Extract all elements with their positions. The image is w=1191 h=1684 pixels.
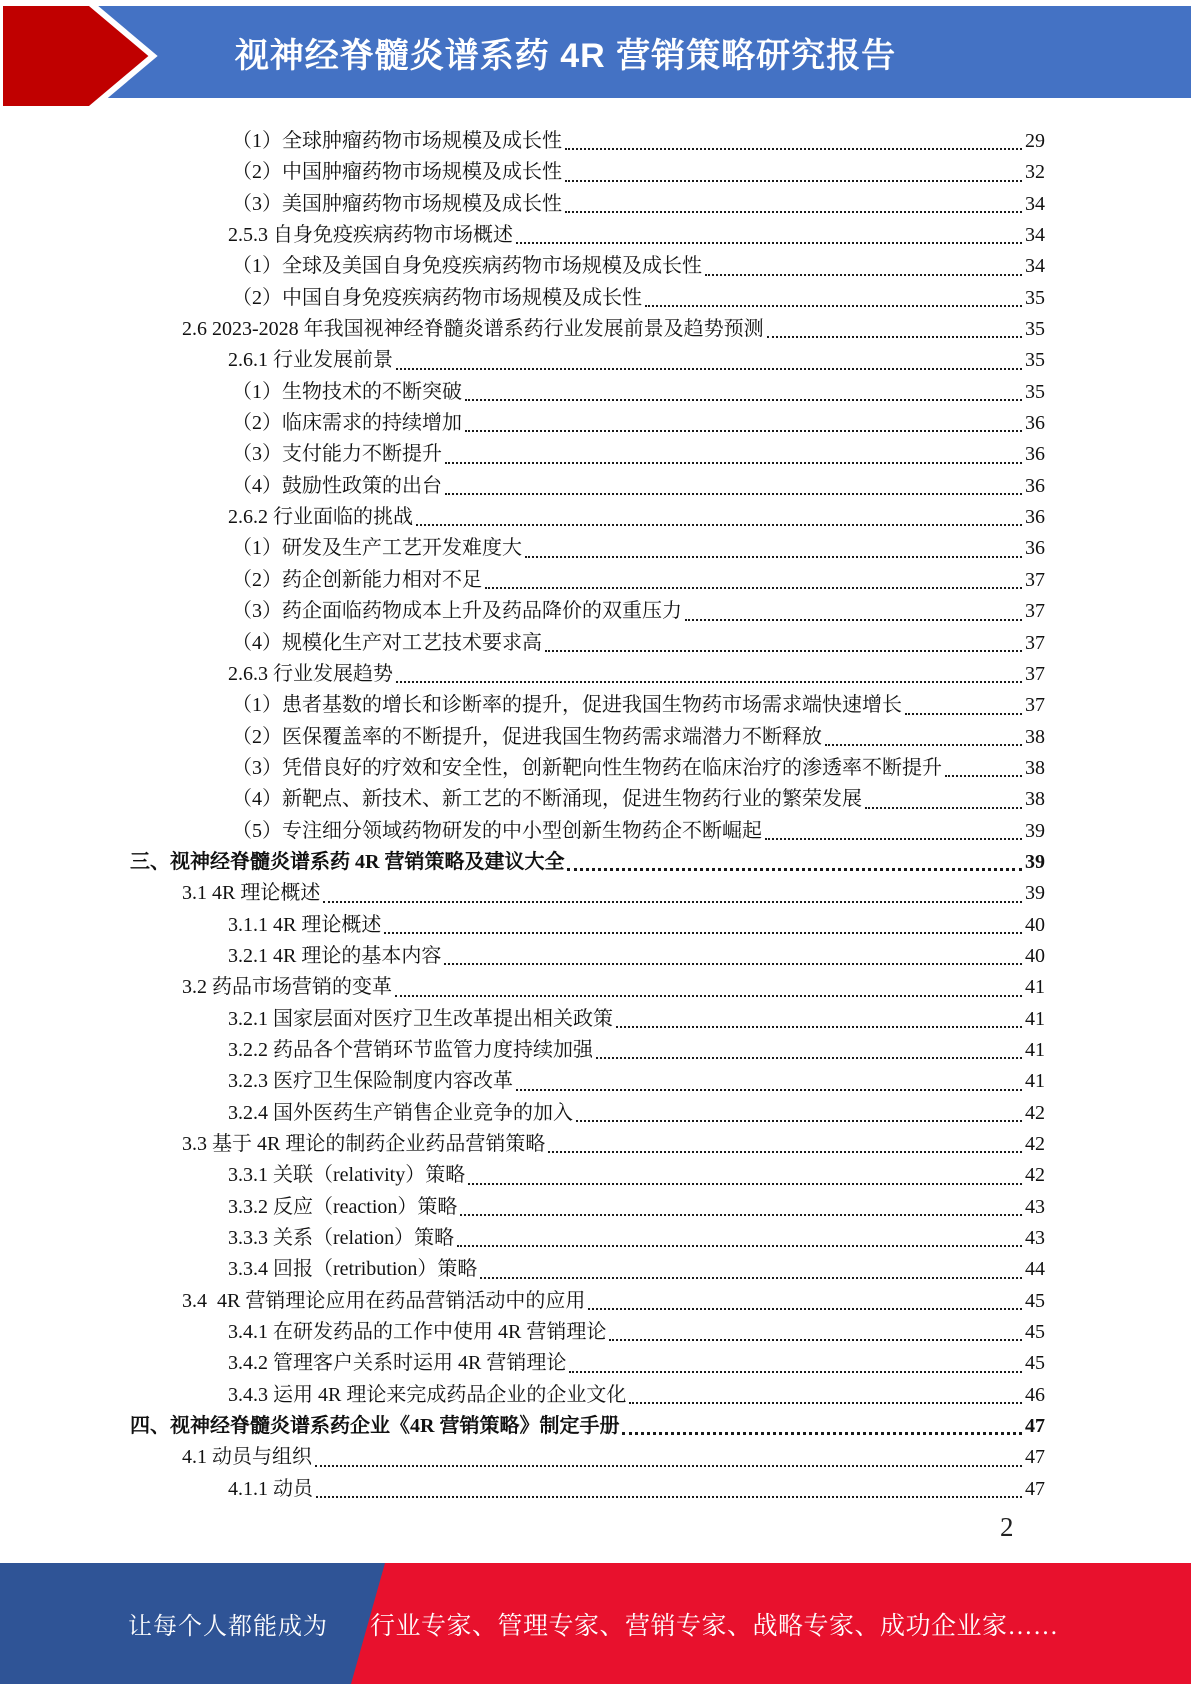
toc-page-number: 41 <box>1025 976 1045 999</box>
toc-entry[interactable] <box>130 377 1045 408</box>
header-banner <box>28 6 1191 98</box>
toc-entry[interactable] <box>130 1317 1045 1348</box>
toc-entry[interactable] <box>130 189 1045 220</box>
toc-entry-label: （2）中国肿瘤药物市场规模及成长性 <box>232 161 562 184</box>
toc-dotted-leader <box>576 1120 1022 1122</box>
toc <box>130 126 1045 1505</box>
toc-page-number: 34 <box>1025 255 1045 278</box>
toc-entry[interactable] <box>130 941 1045 972</box>
toc-entry[interactable] <box>130 1129 1045 1160</box>
footer <box>0 1563 1191 1684</box>
toc-page-number: 40 <box>1025 944 1045 967</box>
toc-entry[interactable] <box>130 722 1045 753</box>
toc-entry[interactable] <box>130 533 1045 564</box>
toc-entry-label: 3.4 4R 营销理论应用在药品营销活动中的应用 <box>182 1289 586 1312</box>
report-title: 视神经脊髓炎谱系药 4R 营销策略研究报告 <box>234 36 897 75</box>
toc-dotted-leader <box>444 963 1022 965</box>
toc-page-number: 46 <box>1025 1383 1045 1406</box>
toc-entry-label: 2.6.1 行业发展前景 <box>228 349 393 372</box>
toc-page-number: 35 <box>1025 380 1045 403</box>
toc-entry-label: 3.2.1 4R 理论的基本内容 <box>228 944 442 967</box>
toc-entry[interactable] <box>130 784 1045 815</box>
toc-page-number: 34 <box>1025 192 1045 215</box>
toc-entry-label: 3.1.1 4R 理论概述 <box>228 913 382 936</box>
toc-entry[interactable] <box>130 816 1045 847</box>
toc-dotted-leader <box>457 1245 1022 1247</box>
toc-dotted-leader <box>825 744 1022 746</box>
toc-page-number: 36 <box>1025 537 1045 560</box>
toc-entry-label: （3）支付能力不断提升 <box>232 443 442 466</box>
toc-page-number: 40 <box>1025 913 1045 936</box>
toc-entry-label: （2）医保覆盖率的不断提升，促进我国生物药需求端潜力不断释放 <box>232 725 822 748</box>
toc-page-number: 42 <box>1025 1133 1045 1155</box>
toc-page-number: 42 <box>1025 1101 1045 1124</box>
toc-page-number: 36 <box>1025 443 1045 466</box>
toc-page-number: 45 <box>1025 1321 1045 1344</box>
toc-entry-label: （1）全球肿瘤药物市场规模及成长性 <box>232 130 562 152</box>
toc-dotted-leader <box>396 368 1022 370</box>
toc-page-number: 37 <box>1025 600 1045 623</box>
toc-page-number: 45 <box>1025 1289 1045 1312</box>
toc-entry-label: （1）生物技术的不断突破 <box>232 380 462 403</box>
toc-dotted-leader <box>548 1151 1022 1153</box>
toc-page-number: 35 <box>1025 286 1045 309</box>
toc-entry-label: 四、视神经脊髓炎谱系药企业《4R 营销策略》制定手册 <box>130 1415 620 1438</box>
toc-entry-label: 4.1 动员与组织 <box>182 1446 312 1469</box>
toc-page-number: 41 <box>1025 1007 1045 1030</box>
toc-entry[interactable] <box>130 753 1045 784</box>
toc-entry[interactable] <box>130 157 1045 188</box>
toc-dotted-leader <box>396 681 1022 683</box>
toc-dotted-leader <box>565 211 1022 213</box>
toc-dotted-leader <box>567 868 1022 871</box>
toc-entry[interactable] <box>130 847 1045 878</box>
toc-page-number: 41 <box>1025 1038 1045 1061</box>
toc-entry-label: 3.3 基于 4R 理论的制药企业药品营销策略 <box>182 1133 546 1155</box>
toc-dotted-leader <box>565 180 1022 182</box>
toc-dotted-leader <box>765 838 1022 840</box>
toc-page-number: 37 <box>1025 568 1045 591</box>
toc-entry-label: （2）中国自身免疫疾病药物市场规模及成长性 <box>232 286 642 309</box>
toc-dotted-leader <box>516 1089 1022 1091</box>
toc-entry[interactable] <box>130 878 1045 909</box>
toc-entry-label: 3.4.3 运用 4R 理论来完成药品企业的企业文化 <box>228 1383 627 1406</box>
toc-dotted-leader <box>485 587 1022 589</box>
toc-dotted-leader <box>465 399 1022 401</box>
toc-dotted-leader <box>316 1496 1022 1498</box>
toc-dotted-leader <box>468 1183 1022 1185</box>
toc-entry[interactable] <box>130 1474 1045 1505</box>
toc-entry-label: （3）凭借良好的疗效和安全性，创新靶向性生物药在临床治疗的渗透率不断提升 <box>232 756 942 779</box>
toc-entry-label: 3.2.4 国外医药生产销售企业竞争的加入 <box>228 1101 573 1124</box>
toc-page-number: 39 <box>1025 850 1045 873</box>
toc-entry[interactable] <box>130 1098 1045 1129</box>
toc-page-number: 39 <box>1025 882 1045 905</box>
toc-entry[interactable] <box>130 1286 1045 1317</box>
toc-dotted-leader <box>705 274 1022 276</box>
toc-entry[interactable] <box>130 1035 1045 1066</box>
toc-entry-label: （1）研发及生产工艺开发难度大 <box>232 537 522 560</box>
toc-page-number: 36 <box>1025 506 1045 529</box>
toc-dotted-leader <box>905 713 1022 715</box>
toc-dotted-leader <box>384 932 1022 934</box>
toc-dotted-leader <box>645 305 1022 307</box>
toc-dotted-leader <box>480 1277 1022 1279</box>
toc-page-number: 29 <box>1025 130 1045 152</box>
toc-dotted-leader <box>622 1432 1022 1435</box>
toc-dotted-leader <box>460 1214 1022 1216</box>
toc-page-number: 47 <box>1025 1415 1045 1438</box>
toc-entry[interactable] <box>130 1442 1045 1473</box>
toc-page-number: 35 <box>1025 349 1045 372</box>
toc-page-number: 45 <box>1025 1352 1045 1375</box>
toc-dotted-leader <box>395 995 1022 997</box>
toc-page-number: 37 <box>1025 694 1045 717</box>
toc-entry[interactable] <box>130 314 1045 345</box>
footer-left-text: 让每个人都能成为 <box>128 1614 328 1640</box>
toc-page-number: 34 <box>1025 224 1045 247</box>
toc-dotted-leader <box>685 619 1022 621</box>
toc-entry[interactable] <box>130 659 1045 690</box>
toc-dotted-leader <box>629 1402 1022 1404</box>
toc-entry[interactable] <box>130 345 1045 376</box>
toc-dotted-leader <box>588 1308 1022 1310</box>
toc-dotted-leader <box>609 1339 1022 1341</box>
toc-entry-label: 3.4.1 在研发药品的工作中使用 4R 营销理论 <box>228 1321 607 1344</box>
toc-dotted-leader <box>445 493 1022 495</box>
toc-entry-label: 4.1.1 动员 <box>228 1477 313 1500</box>
toc-entry-label: （1）患者基数的增长和诊断率的提升，促进我国生物药市场需求端快速增长 <box>232 694 902 717</box>
toc-page-number: 37 <box>1025 631 1045 654</box>
toc-entry-label: 3.2 药品市场营销的变革 <box>182 976 392 999</box>
toc-page-number: 37 <box>1025 662 1045 685</box>
toc-dotted-leader <box>315 1465 1022 1467</box>
toc-entry-label: （2）药企创新能力相对不足 <box>232 568 482 591</box>
page-number: 2 <box>1000 1512 1014 1542</box>
toc-entry-label: 2.5.3 自身免疫疾病药物市场概述 <box>228 224 513 247</box>
toc-entry-label: 三、视神经脊髓炎谱系药 4R 营销策略及建议大全 <box>130 850 565 873</box>
toc-dotted-leader <box>945 775 1022 777</box>
toc-entry[interactable] <box>130 690 1045 721</box>
toc-entry-label: 3.3.2 反应（reaction）策略 <box>228 1195 458 1218</box>
toc-entry-label: （3）药企面临药物成本上升及药品降价的双重压力 <box>232 600 682 623</box>
toc-dotted-leader <box>767 336 1022 338</box>
toc-entry-label: （4）新靶点、新技术、新工艺的不断涌现，促进生物药行业的繁荣发展 <box>232 788 862 811</box>
footer-right-text: 行业专家、管理专家、营销专家、战略专家、成功企业家…… <box>370 1612 1059 1640</box>
toc-entry-label: 3.3.4 回报（retribution）策略 <box>228 1258 478 1281</box>
toc-entry[interactable] <box>130 220 1045 251</box>
toc-page-number: 44 <box>1025 1258 1045 1281</box>
toc-dotted-leader <box>516 242 1022 244</box>
toc-entry[interactable] <box>130 972 1045 1003</box>
toc-dotted-leader <box>865 807 1022 809</box>
toc-entry[interactable] <box>130 1348 1045 1379</box>
toc-entry[interactable] <box>130 502 1045 533</box>
toc-dotted-leader <box>565 148 1022 150</box>
toc-entry[interactable] <box>130 408 1045 439</box>
toc-entry[interactable] <box>130 1254 1045 1285</box>
toc-page-number: 42 <box>1025 1164 1045 1187</box>
toc-entry-label: 3.4.2 管理客户关系时运用 4R 营销理论 <box>228 1352 567 1375</box>
toc-entry[interactable] <box>130 1192 1045 1223</box>
toc-dotted-leader <box>445 462 1022 464</box>
toc-entry[interactable] <box>130 910 1045 941</box>
toc-entry-label: 3.2.2 药品各个营销环节监管力度持续加强 <box>228 1038 593 1061</box>
toc-page-number: 47 <box>1025 1477 1045 1500</box>
toc-entry-label: （5）专注细分领域药物研发的中小型创新生物药企不断崛起 <box>232 819 762 842</box>
toc-page-number: 47 <box>1025 1446 1045 1469</box>
toc-entry[interactable] <box>130 1223 1045 1254</box>
toc-page-number: 38 <box>1025 788 1045 811</box>
toc-entry-label: 2.6.3 行业发展趋势 <box>228 662 393 685</box>
toc-entry-label: （4）规模化生产对工艺技术要求高 <box>232 631 542 654</box>
toc-entry-label: 3.3.3 关系（relation）策略 <box>228 1227 455 1250</box>
toc-page-number: 39 <box>1025 819 1045 842</box>
toc-entry[interactable] <box>130 283 1045 314</box>
toc-dotted-leader <box>569 1371 1022 1373</box>
toc-entry-label: 2.6 2023-2028 年我国视神经脊髓炎谱系药行业发展前景及趋势预测 <box>182 318 764 341</box>
toc-entry-label: （3）美国肿瘤药物市场规模及成长性 <box>232 192 562 215</box>
toc-entry[interactable] <box>130 596 1045 627</box>
toc-page-number: 32 <box>1025 161 1045 184</box>
toc-entry-label: 3.3.1 关联（relativity）策略 <box>228 1164 466 1187</box>
toc-page-number: 43 <box>1025 1195 1045 1218</box>
toc-entry[interactable] <box>130 565 1045 596</box>
toc-entry[interactable] <box>130 1066 1045 1097</box>
toc-entry[interactable] <box>130 1380 1045 1411</box>
toc-entry[interactable] <box>130 1411 1045 1442</box>
red-chevron-shape <box>0 3 153 109</box>
toc-dotted-leader <box>323 901 1022 903</box>
toc-page-number: 43 <box>1025 1227 1045 1250</box>
toc-dotted-leader <box>545 650 1022 652</box>
toc-page-number: 41 <box>1025 1070 1045 1093</box>
toc-entry-label: 3.2.3 医疗卫生保险制度内容改革 <box>228 1070 513 1093</box>
toc-entry[interactable] <box>130 471 1045 502</box>
toc-entry[interactable] <box>130 251 1045 282</box>
toc-dotted-leader <box>596 1057 1022 1059</box>
red-chevron-arrow-icon <box>0 0 160 112</box>
toc-entry[interactable] <box>130 628 1045 659</box>
toc-page-number: 35 <box>1025 318 1045 341</box>
toc-entry-label: （1）全球及美国自身免疫疾病药物市场规模及成长性 <box>232 255 702 278</box>
toc-entry[interactable] <box>130 1160 1045 1191</box>
toc-entry[interactable] <box>130 126 1045 157</box>
toc-dotted-leader <box>416 524 1022 526</box>
toc-entry[interactable] <box>130 439 1045 470</box>
toc-entry-label: （4）鼓励性政策的出台 <box>232 474 442 497</box>
toc-entry[interactable] <box>130 1004 1045 1035</box>
toc-dotted-leader <box>525 556 1022 558</box>
toc-entry-label: （2）临床需求的持续增加 <box>232 412 462 435</box>
toc-entry-label: 3.2.1 国家层面对医疗卫生改革提出相关政策 <box>228 1007 613 1030</box>
toc-dotted-leader <box>616 1026 1022 1028</box>
toc-page-number: 36 <box>1025 474 1045 497</box>
toc-page-number: 38 <box>1025 725 1045 748</box>
toc-page-number: 36 <box>1025 412 1045 435</box>
toc-entry-label: 3.1 4R 理论概述 <box>182 882 321 905</box>
toc-entry-label: 2.6.2 行业面临的挑战 <box>228 506 413 529</box>
toc-dotted-leader <box>465 430 1022 432</box>
toc-page-number: 38 <box>1025 756 1045 779</box>
